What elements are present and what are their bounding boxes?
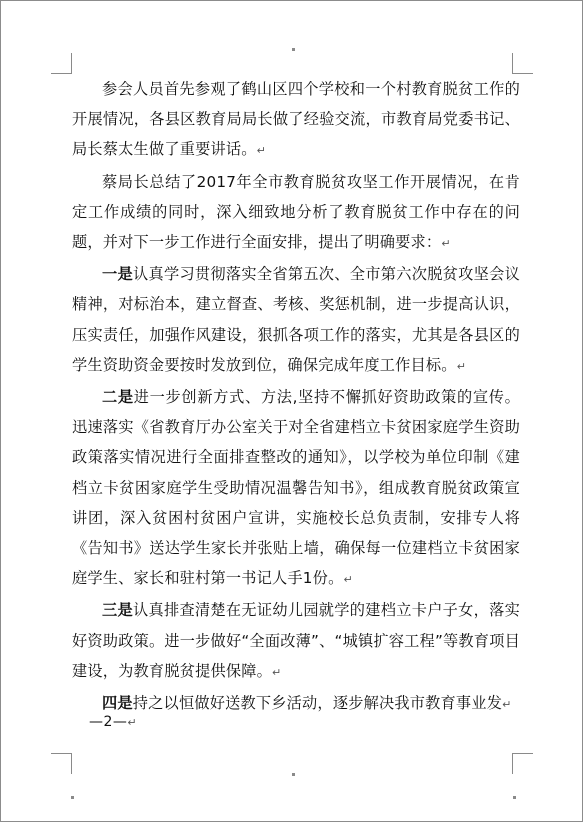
crop-mark-bottom-right	[512, 753, 533, 774]
paragraph-1: 参会人员首先参观了鹤山区四个学校和一个村教育脱贫工作的开展情况，各县区教育局局长做了经验交流，市教育局党委书记、局长蔡太生做了重要讲话。↵	[72, 80, 520, 159]
margin-dot	[292, 48, 295, 51]
margin-dot	[513, 796, 516, 799]
margin-dot	[292, 773, 295, 776]
paragraph-3: 一是认真学习贯彻落实全省第五次、全市第六次脱贫攻坚会议精神，对标治本，建立督查、考核、奖惩机制，进一步提高认识，压实责任，加强作风建设，狠抓各项工作的落实，尤其是各县区的学生资助资金要按时发放到位，确保完成年度工作目标。↵	[72, 265, 521, 374]
paragraph-5: 三是认真排查清楚在无证幼儿园就学的建档立卡户子女，落实好资助政策。进一步做好“全面改薄”、“城镇扩容工程”等教育项目建设，为教育脱贫提供保障。↵	[72, 601, 521, 680]
paragraph-2: 蔡局长总结了2017年全市教育脱贫攻坚工作开展情况，在肯定工作成绩的同时，深入细致地分析了教育脱贫工作中存在的问题，并对下一步工作进行全面安排，提出了明确要求：↵	[72, 172, 520, 252]
crop-mark-top-right	[512, 53, 533, 74]
paragraph-4: 二是进一步创新方式、方法,坚持不懈抓好资助政策的宣传。迅速落实《省教育厅办公室关于对全省建档立卡贫困家庭学生资助政策落实情况进行全面排查整改的通知》，以学校为单位印制《建档立卡贫困家庭学生受助情况温馨告知书》，组成教育脱贫政策宣讲团，深入贫困村贫困户宣讲，实施校长总负责制，安排专人将《告知书》送达学生家长并张贴上墙，确保每一位建档立卡贫困家庭学生、家长和驻村第一书记人手1份。↵	[72, 388, 521, 588]
crop-mark-top-left	[51, 53, 72, 74]
margin-dot	[71, 796, 74, 799]
paragraph-6: 四是持之以恒做好送教下乡活动，逐步解决我市教育事业发↵	[102, 694, 512, 713]
document-body[interactable]	[72, 74, 520, 720]
crop-mark-bottom-left	[51, 753, 72, 774]
page-number: —2—↵	[89, 714, 138, 730]
